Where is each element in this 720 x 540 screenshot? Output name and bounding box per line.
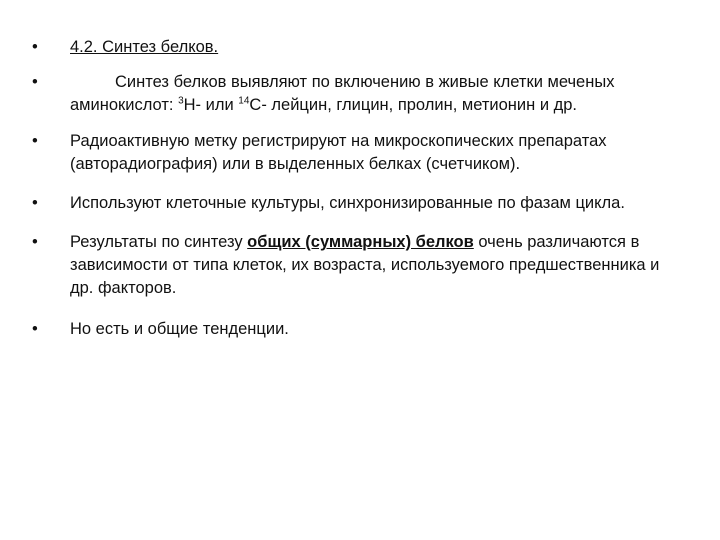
isotope-superscript-h: 3 [178,95,184,107]
bullet-icon: • [32,320,38,338]
bullet-icon: • [32,132,38,150]
bullet-icon: • [32,233,38,251]
detection-text-3: C- лейцин, глицин, пролин, метионин и др. [249,96,578,114]
bullet-icon: • [32,194,38,212]
section-heading: 4.2. Синтез белков. [70,38,219,56]
detection-text-2: H- или [183,96,239,114]
results-emphasis: общих (суммарных) белков [247,233,474,251]
results-text-2: очень различаются в зависимости от типа клеток, их возраста, используемого предшественника и др. факторов. [70,233,660,297]
bullet-item-cultures [32,192,682,215]
bullet-item-label [32,130,682,176]
bullet-icon: • [32,38,38,56]
detection-text-1: Синтез белков выявляют по включению в живые клетки меченых аминокислот: [70,73,615,114]
bullet-list [32,36,682,341]
bullet-item-results [32,231,682,300]
bullet-item-heading [32,36,682,59]
bullet-item-detection [32,71,682,117]
label-text: Радиоактивную метку регистрируют на микроскопических препаратах (авторадиография) или в выделенных белках (счетчиком). [70,132,607,173]
bullet-item-trends [32,318,682,341]
results-text-1: Результаты по синтезу [70,233,248,251]
bullet-icon: • [32,73,38,91]
cultures-text: Используют клеточные культуры, синхронизированные по фазам цикла. [70,194,625,212]
isotope-superscript-c: 14 [238,95,250,107]
trends-text: Но есть и общие тенденции. [70,320,289,338]
